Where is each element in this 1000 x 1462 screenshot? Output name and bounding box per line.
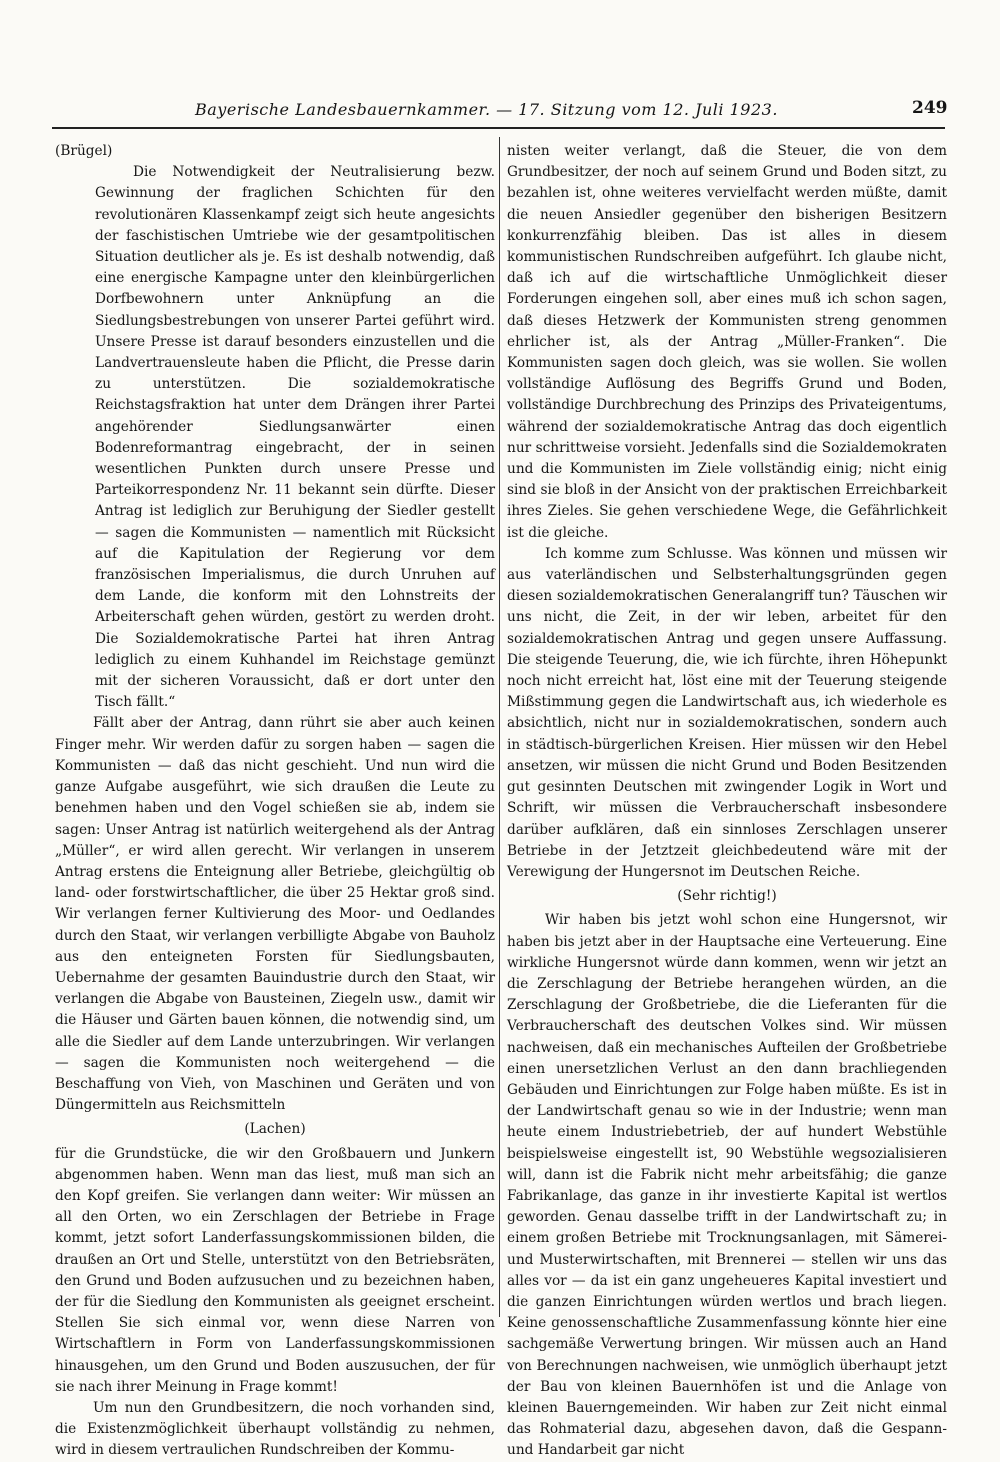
paragraph: nisten weiter verlangt, daß die Steuer, die von dem Grundbesitzer, der noch auf seinem Grund und Boden sitzt, zu bezahlen ist, ohne weiteres vervielfacht werden müßte, damit die neuen Ansiedler gegenüber den bisherigen Besitzern konkurrenzfähig bleiben. Das ist alles in diesem kommunistischen Rundschreiben aufgeführt. Ich glaube nicht, daß ich auf die wirtschaftliche Unmöglichkeit dieser Forderungen eingehen soll, aber eines muß ich schon sagen, daß dieses Hetzwerk der Kommunisten streng genommen ehrlicher ist, als der Antrag „Müller-Franken“. Die Kommunisten sagen doch gleich, was sie wollen. Sie wollen vollständige Auflösung des Begriffs Grund und Boden, vollständige Durchbrechung des Prinzips des Privateigentums, während der sozialdemokratische Antrag das doch eigentlich nur schrittweise vorsieht. Jedenfalls sind die Sozialdemokraten und die Kommunisten im Ziele vollständig einig; nicht einig sind sie bloß in der Ansicht von der praktischen Erreichbarkeit ihres Zieles. Sie gehen verschiedene Wege, die Gefährlichkeit ist die gleiche. xyxy=(507,143,947,541)
page-number: 249 xyxy=(912,98,948,118)
header-rule xyxy=(52,127,945,129)
interjection: (Lachen) xyxy=(244,1121,306,1138)
paragraph: Ich komme zum Schlusse. Was können und müssen wir aus vaterländischen und Selbsterhaltungsgründen gegen diesen sozialdemokratischen Generalangriff tun? Täuschen wir uns nicht, die Zeit, in der wir leben, arbeitet für den sozialdemokratischen Antrag und gegen unsere Auffassung. Die steigende Teuerung, die, wie ich fürchte, ihren Höhepunkt noch nicht erreicht hat, löst eine mit der Teuerung steigende Mißstimmung gegen die Landwirtschaft aus, ich wiederhole es absichtlich, nicht nur in sozialdemokratischen, sondern auch in städtisch-bürgerlichen Kreisen. Hier müssen wir den Hebel ansetzen, wir müssen die nicht Grund und Boden Besitzenden gut gesinnten Deutschen mit zwingender Logik in Wort und Schrift, wir müssen die Verbraucherschaft insbesondere darüber aufklären, daß ein sinnloses Zerschlagen unserer Betriebe in der Jetztzeit gleichbedeutend wäre mit der Verewigung der Hungersnot im Deutschen Reiche. xyxy=(507,545,947,880)
paragraph: Fällt aber der Antrag, dann rührt sie aber auch keinen Finger mehr. Wir werden dafür zu sorgen haben — sagen die Kommunisten — daß das nicht geschieht. Und nun wird die ganze Aufgabe ausgeführt, wie sich draußen die Leute zu benehmen haben und den Vogel schießen sie ab, indem sie sagen: Unser Antrag ist natürlich weitergehend als der Antrag „Müller“, er wird allen gerecht. Wir verlangen in unserem Antrag erstens die Enteignung aller Betriebe, gleichgültig ob land- oder forstwirtschaftlicher, die über 25 Hektar groß sind. Wir verlangen ferner Kultivierung des Moor- und Oedlandes durch den Staat, wir verlangen verbilligte Abgabe von Bauholz aus den enteigneten Forsten für Siedlungsbauten, Uebernahme der gesamten Bauindustrie durch den Staat, wir verlangen die Abgabe von Bausteinen, Ziegeln usw., damit wir die Häuser und Gärten bauen können, die notwendig sind, um alle die Siedler auf dem Lande unterzubringen. Wir verlangen — sagen die Kommunisten noch weitergehend — die Beschaffung von Vieh, von Maschinen und Geräten und von Düngermitteln aus Reichsmitteln xyxy=(55,715,495,1114)
column-divider xyxy=(499,137,500,1317)
running-title: Bayerische Landesbauernkammer. — 17. Sitzung vom 12. Juli 1923. xyxy=(195,100,778,119)
paragraph: Um nun den Grundbesitzern, die noch vorhanden sind, die Existenzmöglichkeit überhaupt vollständig zu nehmen, wird in diesem vertraulichen Rundschreiben der Kommu- xyxy=(55,1399,495,1459)
speaker-name: (Brügel) xyxy=(55,143,113,159)
interjection: (Sehr richtig!) xyxy=(677,888,777,905)
paragraph: Wir haben bis jetzt wohl schon eine Hungersnot, wir haben bis jetzt aber in der Hauptsache eine Verteuerung. Eine wirkliche Hungersnot würde dann kommen, wenn wir jetzt an die Zerschlagung der Betriebe herangehen würden, an die Zerschlagung der Großbetriebe, die die Lieferanten für die Verbraucherschaft des deutschen Volkes sind. Wir müssen nachweisen, daß ein mechanisches Aufteilen der Großbetriebe einen unersetzlichen Verlust an den dann brachliegenden Gebäuden und Einrichtungen zur Folge haben müßte. Es ist in der Landwirtschaft genau so wie in der Industrie; wenn man heute einem Industriebetrieb, der auf hundert Webstühle beispielsweise eingestellt ist, 90 Webstühle wegsozialisieren will, dann ist die Fabrik nicht mehr arbeitsfähig; die ganze Fabrikanlage, das ganze in ihr investierte Kapital ist wertlos geworden. Genau dasselbe trifft in der Landwirtschaft zu; in einem großen Betriebe mit Trocknungsanlagen, mit Sämerei- und Musterwirtschaften, mit Brennerei — stellen wir uns das alles vor — da ist ein ganz ungeheueres Kapital investiert und die ganzen Einrichtungen würden wertlos und brach liegen. Keine genossenschaftliche Zusammenfassung könnte hier eine sachgemäße Verwertung bringen. Wir müssen auch an Hand von Berechnungen nachweisen, wie unmöglich überhaupt jetzt der Bau von kleinen Bauernhöfen ist und die Anlage von kleinen Bauerngemeinden. Wir haben zur Zeit nicht einmal das Rohmaterial dazu, abgesehen davon, daß die Gespann- und Handarbeit gar nicht xyxy=(507,912,947,1459)
right-column xyxy=(507,141,947,1459)
left-column xyxy=(55,141,495,1459)
quoted-passage: Die Notwendigkeit der Neutralisierung bezw. Gewinnung der fraglichen Schichten für den revolutionären Klassenkampf zeigt sich heute angesichts der faschistischen Umtriebe wie der gesamtpolitischen Situation deutlicher als je. Es ist deshalb notwendig, daß eine energische Kampagne unter den kleinbürgerlichen Dorfbewohnern unter Anknüpfung an die Siedlungsbestrebungen von unserer Partei geführt wird. Unsere Presse ist darauf besonders einzustellen und die Landvertrauensleute haben die Pflicht, die Presse darin zu unterstützen. Die sozialdemokratische Reichstagsfraktion hat unter dem Drängen ihrer Partei angehörender Siedlungsanwärter einen Bodenreformantrag eingebracht, der in seinen wesentlichen Punkten durch unsere Presse und Parteikorrespondenz Nr. 11 bekannt sein dürfte. Dieser Antrag ist lediglich zur Beruhigung der Siedler gestellt — sagen die Kommunisten — namentlich mit Rücksicht auf die Kapitulation der Regierung vor dem französischen Imperialismus, die durch Unruhen auf dem Lande, die konform mit den Lohnstreits der Arbeiterschaft gehen würden, gestört zu werden droht. Die Sozialdemokratische Partei hat ihren Antrag lediglich zu einem Kuhhandel im Reichstage gemünzt mit der sicheren Voraussicht, daß er dort unter den Tisch fällt.“ xyxy=(95,164,495,711)
paragraph: für die Grundstücke, die wir den Großbauern und Junkern abgenommen haben. Wenn man das liest, muß man sich an den Kopf greifen. Sie verlangen dann weiter: Wir müssen an all den Orten, wo ein Zerschlagen der Betriebe in Frage kommt, jetzt sofort Landerfassungskommissionen bilden, die draußen an Ort und Stelle, unterstützt von den Betriebsräten, den Grund und Boden aufzusuchen und zu bezeichnen haben, der für die Siedlung den Kommunisten als geeignet erscheint. Stellen Sie sich einmal vor, wenn diese Narren von Wirtschaftlern in Form von Landerfassungskommissionen hinausgehen, um den Grund und Boden auszusuchen, der für sie nach ihrer Meinung in Frage kommt! xyxy=(55,1145,495,1395)
